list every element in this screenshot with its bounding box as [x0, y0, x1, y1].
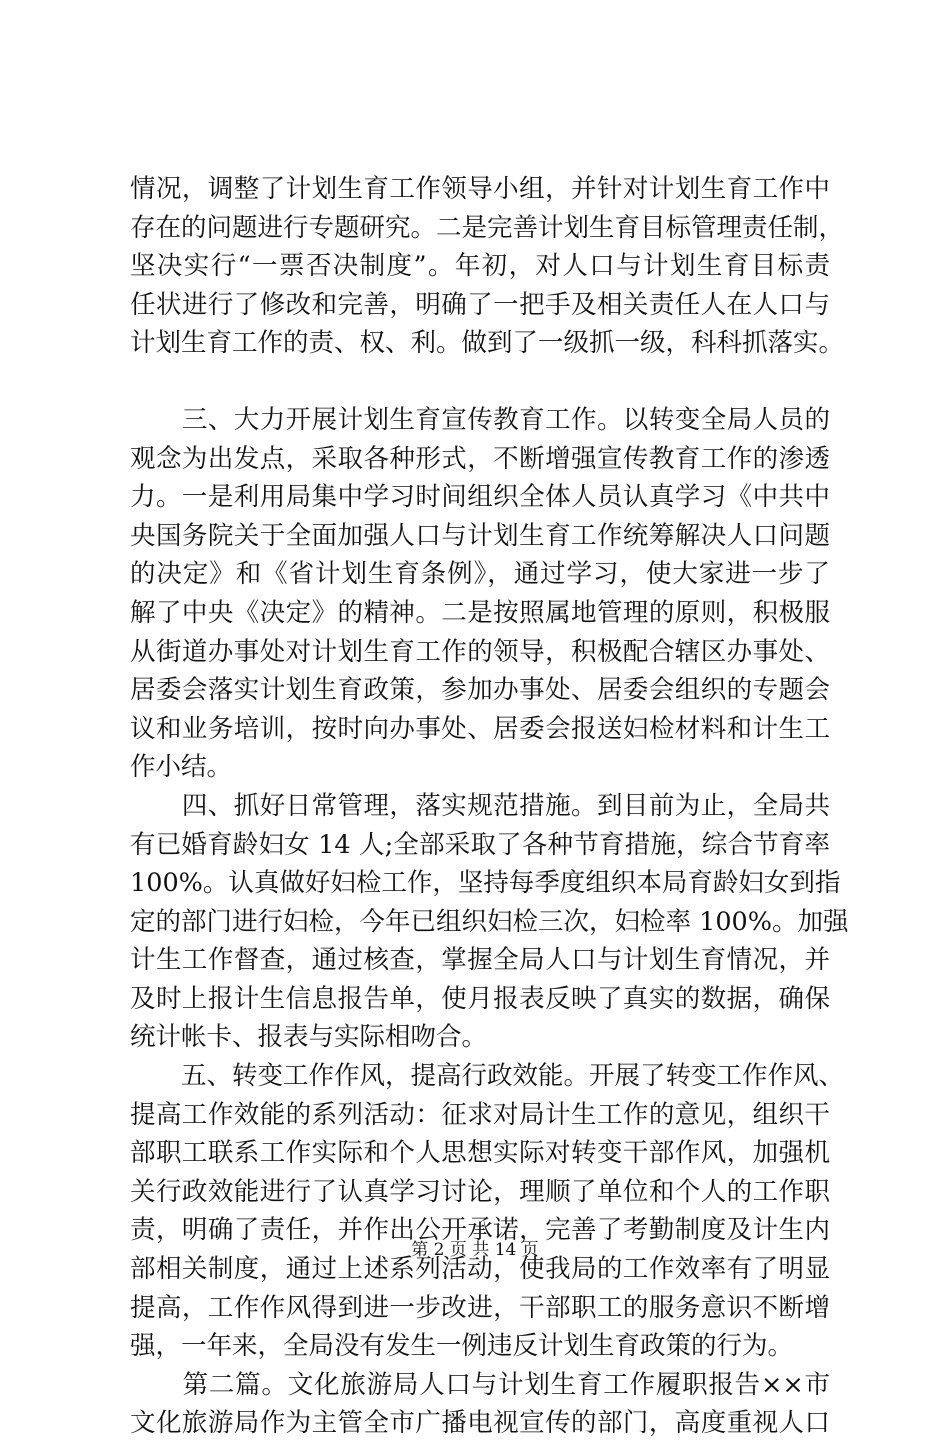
- paragraph: [130, 1366, 830, 1443]
- text-line: 情况，调整了计划生育工作领导小组，并针对计划生育工作中: [130, 174, 830, 204]
- text-line: 关行政效能进行了认真学习讨论，理顺了单位和个人的工作职: [130, 1176, 830, 1207]
- page-number-footer: 第 2 页 共 14 页: [411, 1240, 539, 1260]
- text-line: 定的部门进行妇检，今年已组织妇检三次，妇检率 100%。加强: [130, 906, 849, 937]
- text-line: 央国务院关于全面加强人口与计划生育工作统筹解决人口问题: [130, 520, 830, 551]
- text-line: 坚决实行“一票否决制度”。年初，对人口与计划生育目标责: [130, 251, 830, 282]
- paragraph: [130, 1057, 845, 1366]
- text-line: 力。一是利用局集中学习时间组织全体人员认真学习《中共中: [130, 482, 830, 513]
- text-line: 文化旅游局作为主管全市广播电视宣传的部门，高度重视人口: [130, 1408, 830, 1439]
- text-line: 第二篇。文化旅游局人口与计划生育工作履职报告××市: [130, 1369, 830, 1400]
- text-line: 三、大力开展计划生育宣传教育工作。以转变全局人员的: [130, 404, 830, 435]
- text-line: 计生工作督查，通过核查，掌握全局人口与计划生育情况，并: [130, 945, 830, 976]
- text-line: 100%。认真做好妇检工作，坚持每季度组织本局育龄妇女到指: [130, 868, 841, 899]
- text-line: 计划生育工作的责、权、利。做到了一级抓一级，科科抓落实。: [130, 328, 845, 359]
- text-line: 议和业务培训，按时向办事处、居委会报送妇检材料和计生工: [130, 713, 830, 744]
- text-line: 及时上报计生信息报告单，使月报表反映了真实的数据，确保: [130, 983, 830, 1014]
- text-line: 部职工联系工作实际和个人思想实际对转变干部作风，加强机: [130, 1138, 830, 1169]
- text-line: 统计帐卡、报表与实际相吻合。: [130, 1022, 488, 1053]
- paragraph: [130, 787, 849, 1057]
- text-line: 四、抓好日常管理，落实规范措施。到目前为止，全局共: [130, 790, 830, 821]
- text-line: 解了中央《决定》的精神。二是按照属地管理的原则，积极服: [130, 597, 830, 628]
- text-line: 任状进行了修改和完善，明确了一把手及相关责任人在人口与: [130, 289, 830, 320]
- text-line: 有已婚育龄妇女 14 人;全部采取了各种节育措施，综合节育率: [130, 829, 830, 860]
- text-line: 观念为出发点，采取各种形式，不断增强宣传教育工作的渗透: [130, 443, 830, 474]
- text-line: 提高，工作作风得到进一步改进，干部职工的服务意识不断增: [130, 1292, 830, 1323]
- text-line: 部相关制度，通过上述系列活动，使我局的工作效率有了明显: [130, 1254, 830, 1285]
- text-line: 提高工作效能的系列活动：征求对局计生工作的意见，组织干: [130, 1099, 830, 1130]
- text-line: 存在的问题进行专题研究。二是完善计划生育目标管理责任制，: [130, 212, 845, 243]
- text-line: 从街道办事处对计划生育工作的领导，积极配合辖区办事处、: [130, 636, 830, 667]
- text-line: 五、转变工作作风，提高行政效能。开展了转变工作作风、: [130, 1061, 845, 1092]
- text-line: 的决定》和《省计划生育条例》，通过学习，使大家进一步了: [130, 559, 830, 590]
- text-line: 责，明确了责任，并作出公开承诺，完善了考勤制度及计生内: [130, 1215, 830, 1246]
- text-line: 作小结。: [130, 752, 233, 783]
- paragraph: [130, 401, 830, 787]
- paragraph: [130, 170, 845, 363]
- paragraph-spacer: [130, 363, 830, 401]
- text-line: 居委会落实计划生育政策，参加办事处、居委会组织的专题会: [130, 675, 830, 706]
- text-line: 强，一年来，全局没有发生一例违反计划生育政策的行为。: [130, 1331, 794, 1362]
